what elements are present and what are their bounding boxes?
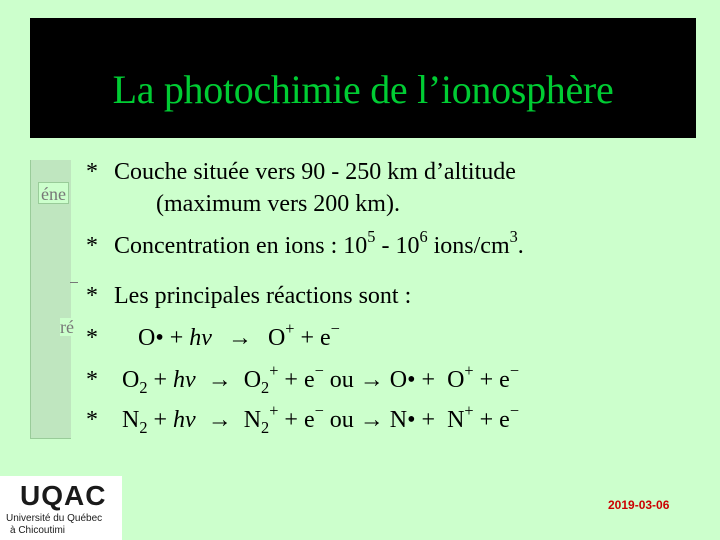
slide-content xyxy=(78,150,650,442)
bullet-altitude xyxy=(86,158,516,186)
uqac-logo-mark: UQAC xyxy=(20,480,107,511)
reaction-oxygen-molecule: * $O_2 + h\nu \to O_2^+ + e^-$ ou → O• + O+ + e− xyxy=(86,360,520,397)
arrow-symbol: → xyxy=(359,407,384,433)
altitude-maximum-text: (maximum vers 200 km). xyxy=(156,191,400,217)
bullet-reactions-intro xyxy=(86,282,411,310)
bullet-marker: * xyxy=(86,233,98,259)
arrow-symbol: → xyxy=(359,367,384,393)
uqac-logo-line2: à Chicoutimi xyxy=(10,525,66,536)
uqac-logo-line1: Université du Québec xyxy=(6,513,103,524)
bullet-marker: * xyxy=(86,325,98,351)
arrow-symbol: → xyxy=(207,407,232,433)
slide-title: La photochimie de l’ionosphère xyxy=(112,67,614,112)
bullet-marker: * xyxy=(86,407,98,433)
reactions-intro-text: Les principales réactions sont : xyxy=(114,283,412,309)
arrow-symbol: → xyxy=(207,367,232,393)
bullet-marker: * xyxy=(86,159,98,185)
bullet-marker: * xyxy=(86,367,98,393)
reaction-nitrogen-molecule: * $N_2 + h\nu \to N_2^+ + e^-$ ou → N• + N+ + e− xyxy=(86,400,520,437)
background-label-fragment-top: éne xyxy=(38,182,69,204)
bullet-concentration xyxy=(86,226,524,260)
uqac-logo xyxy=(0,476,122,540)
background-label-fragment-mid: ré xyxy=(60,317,74,337)
bullet-marker: * xyxy=(86,283,98,309)
arrow-symbol: → xyxy=(227,325,252,351)
title-bar xyxy=(30,18,696,138)
reaction-oxygen-atom: * O• + hν → O+ + e− xyxy=(86,318,340,351)
altitude-text: Couche située vers 90 - 250 km d’altitude xyxy=(114,159,516,185)
slide-date: 2019-03-06 xyxy=(608,498,670,512)
concentration-text: Concentration en ions : $10^5 - 10^6$ ions/$cm^3$. xyxy=(114,226,524,259)
